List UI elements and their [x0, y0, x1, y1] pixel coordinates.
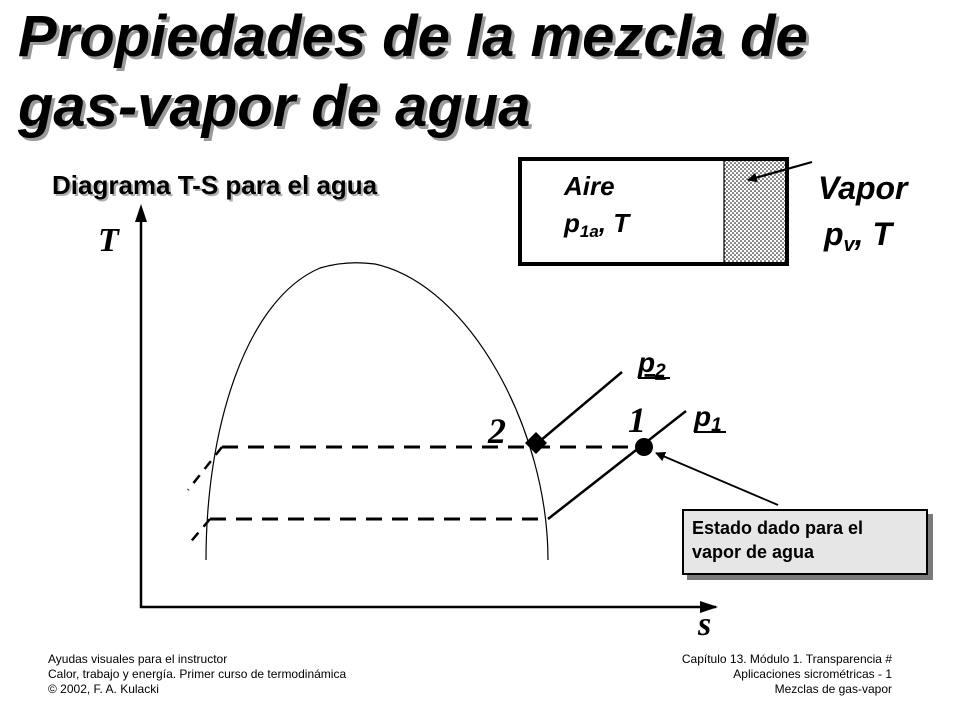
isobar-p1-main: p — [694, 401, 712, 432]
slide-title-line2: gas-vapor de agua — [18, 74, 531, 139]
vapor-state-sub: v — [843, 234, 855, 256]
vapor-state-main: p — [824, 216, 844, 252]
isobar-p1-label — [693, 401, 722, 436]
footer-right-line3: Mezclas de gas-vapor — [774, 682, 892, 696]
footer-left-line2: Calor, trabajo y energía. Primer curso de termodinámica — [48, 667, 347, 681]
footer-left-line3: © 2002, F. A. Kulacki — [48, 682, 159, 696]
diagram-subtitle: Diagrama T-S para el agua — [52, 170, 378, 200]
footer-right — [682, 652, 892, 697]
liquid-extension-upper — [188, 447, 222, 490]
state-1-label: 1 — [628, 400, 646, 440]
footer-left-line1: Ayudas visuales para el instructor — [48, 652, 228, 666]
state-2-label: 2 — [488, 411, 506, 451]
state-2-marker — [525, 432, 547, 454]
t-axis-arrowhead — [135, 204, 147, 222]
tank-air-state-main: p — [564, 208, 580, 238]
given-state-note-line1: Estado dado para el — [692, 518, 864, 538]
tank-vapor-region — [724, 160, 786, 263]
isobar-p2-main: p — [638, 347, 656, 378]
given-state-note — [682, 509, 928, 575]
footer-right-line1: Capítulo 13. Módulo 1. Transparencia # — [681, 652, 892, 666]
slide-title-line1: Propiedades de la mezcla de — [18, 4, 808, 69]
tank-air-state-sub: 1a — [579, 222, 599, 241]
given-state-note-line2: vapor de agua — [692, 542, 815, 562]
footer-right-line2: Aplicaciones sicrométricas - 1 — [733, 667, 892, 681]
s-axis-label: s — [698, 606, 712, 643]
tank-air-state — [563, 208, 631, 241]
footer-left — [48, 652, 346, 697]
vapor-state-rest: , T — [854, 216, 892, 252]
vapor-label: Vapor — [818, 170, 908, 206]
isobar-p2-line — [540, 372, 622, 441]
t-axis-label: T — [98, 222, 119, 259]
isobar-p1-line — [548, 411, 686, 519]
note-pointer-arrow — [656, 453, 778, 505]
state-1-marker — [635, 438, 653, 456]
isobar-p1-sub: 1 — [711, 415, 722, 436]
tank-air-label: Aire — [564, 171, 615, 201]
vapor-state — [823, 216, 894, 256]
isobar-p2-sub: 2 — [655, 361, 666, 382]
tank-air-state-rest: , T — [598, 208, 630, 238]
isobar-p2-label — [637, 347, 666, 382]
